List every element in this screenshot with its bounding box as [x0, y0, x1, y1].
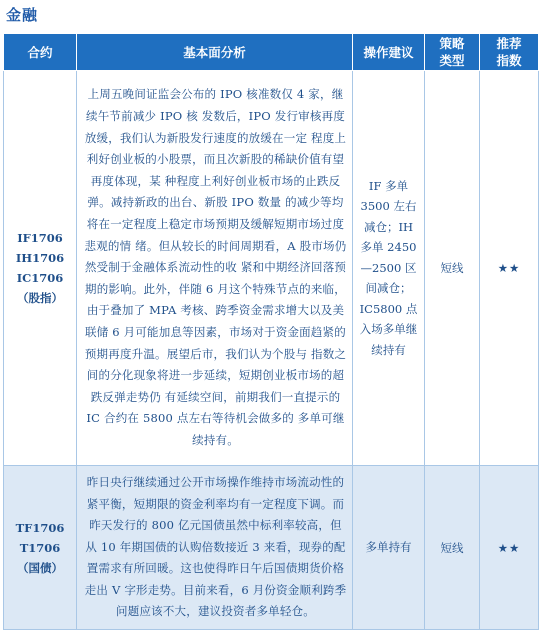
header-strategy-line1: 策略: [439, 36, 465, 51]
header-contract: 合约: [4, 34, 77, 71]
contract-code: T1706: [19, 540, 61, 555]
header-rating: [480, 34, 539, 71]
header-advice: 操作建议: [353, 34, 425, 71]
table-row: [4, 71, 539, 466]
contract-code: IF1706: [17, 231, 63, 245]
section-title: 金融: [6, 6, 39, 24]
table-row: [4, 466, 539, 630]
contract-code: IC1706: [16, 271, 64, 285]
header-rating-line1: 推荐: [496, 36, 522, 51]
advice-cell: IF 多单 3500 左右减仓；IH 多单 2450—2500 区间减仓；IC5800 点入场多单继续持有: [353, 71, 425, 466]
contract-cell: [4, 466, 77, 630]
header-strategy-line2: 类型: [439, 53, 465, 68]
contract-code: IH1706: [15, 251, 65, 265]
table-header-row: [4, 34, 539, 71]
header-analysis: 基本面分析: [77, 34, 353, 71]
rating-stars: ★★: [480, 71, 539, 466]
header-rating-line2: 指数: [496, 53, 522, 68]
analysis-cell: 昨日央行继续通过公开市场操作维持市场流动性的紧平衡，短期限的资金利率均有一定程度下调。而昨天发行的 800 亿元国债虽然中标利率较高，但从 10 年期国债的认购倍数接近 3 来看，现券的配置需求有所回暖。这也使得昨日午后国债期货价格走出 V 字形走势。目前来看，6 月份资金顺利跨季问题应该不大，建议投资者多单轻仓。: [77, 466, 353, 630]
contract-category: （股指）: [17, 291, 63, 305]
advice-cell: 多单持有: [353, 466, 425, 630]
contract-category: （国债）: [17, 560, 63, 575]
futures-strategy-table: [3, 33, 539, 630]
contract-code: TF1706: [15, 520, 65, 535]
contract-cell: [4, 71, 77, 466]
strategy-cell: 短线: [425, 466, 480, 630]
strategy-cell: 短线: [425, 71, 480, 466]
analysis-cell: 上周五晚间证监会公布的 IPO 核准数仅 4 家，继续午节前减少 IPO 核 发数后，IPO 发行审核再度放缓，我们认为新股发行速度的放缓在一定 程度上利好创业板的小股票，而且次新股的稀缺价值有望再度体现，某 种程度上利好创业板市场的止跌反弹。减持新政的出台、新股 IPO 数量 的减少等均将在一定程度上稳定市场预期及缓解短期市场过度悲观的情 绪。但从较长的时间周期看，A 股市场仍然受制于金融体系流动性的收 紧和中期经济回落预期的影响。此外，伴随 6 月这个特殊节点的来临， 由于叠加了 MPA 考核、跨季资金需求增大以及美联储 6 月可能加息等因素，市场对于资金面趋紧的预期再度升温。展望后市，我们认为个股与 指数之间的分化现象将进一步延续，短期创业板市场的超跌反弹走势仍 有延续空间，前期我们一直提示的 IC 合约在 5800 点左右等待机会做多的 多单可继续持有。: [77, 71, 353, 466]
header-strategy: [425, 34, 480, 71]
rating-stars: ★★: [480, 466, 539, 630]
